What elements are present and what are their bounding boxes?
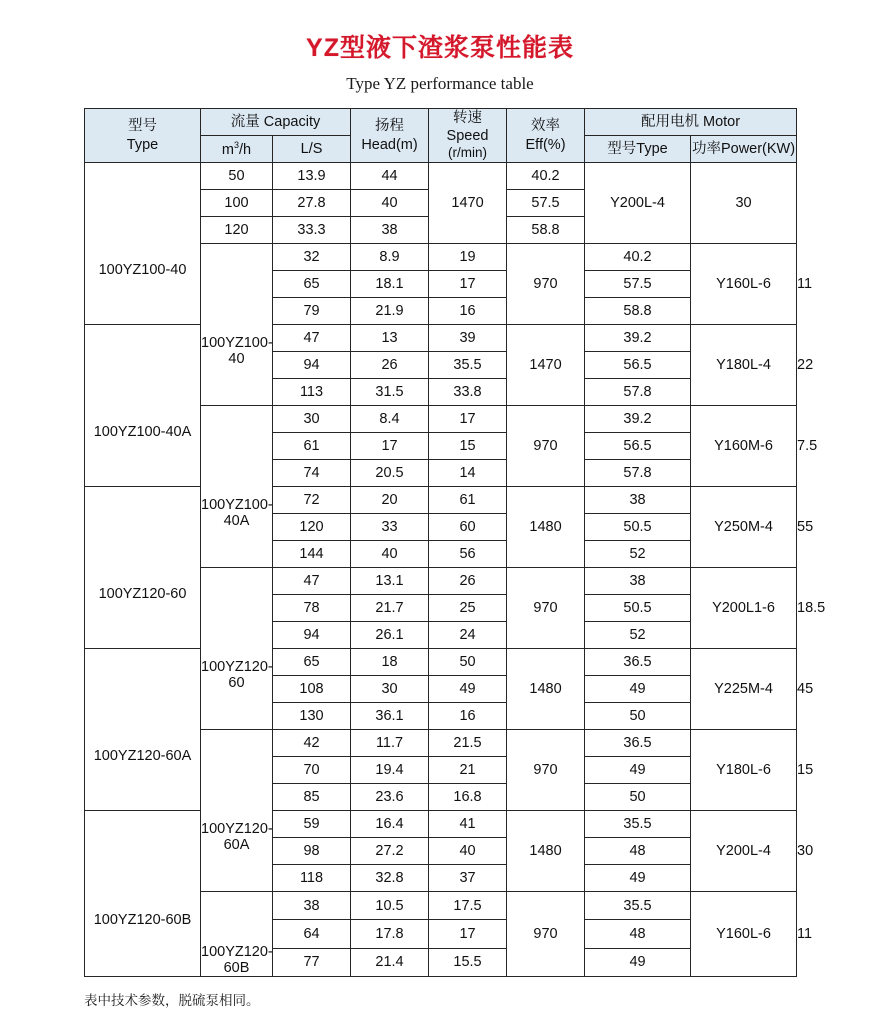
cell-ls: 30	[351, 676, 429, 703]
header-efficiency	[507, 109, 585, 163]
cell-head: 17.5	[429, 892, 507, 920]
cell-head: 15.5	[429, 948, 507, 976]
cell-efficiency: 49	[585, 865, 691, 892]
cell-ls: 33.3	[273, 217, 351, 244]
cell-m3h: 61	[273, 433, 351, 460]
cell-speed: 970	[507, 568, 585, 649]
cell-ls: 11.7	[351, 730, 429, 757]
table-row: 100YZ100-40A 47 13 39 1470 39.2 Y180L-4 22	[85, 325, 797, 352]
cell-head: 14	[429, 460, 507, 487]
header-capacity: 流量 Capacity	[201, 109, 351, 136]
cell-pump-type: 100YZ100-40A	[201, 406, 273, 568]
cell-m3h: 32	[273, 244, 351, 271]
cell-ls: 32.8	[351, 865, 429, 892]
cell-m3h: 74	[273, 460, 351, 487]
cell-head: 44	[351, 163, 429, 190]
cell-m3h: 70	[273, 757, 351, 784]
cell-ls: 26.1	[351, 622, 429, 649]
cell-m3h: 64	[273, 920, 351, 948]
cell-ls: 13.9	[273, 163, 351, 190]
cell-m3h: 38	[273, 892, 351, 920]
cell-head: 16.8	[429, 784, 507, 811]
header-type-line2: Type	[126, 136, 159, 153]
cell-head: 17	[429, 920, 507, 948]
cell-m3h: 118	[273, 865, 351, 892]
cell-ls: 17.8	[351, 920, 429, 948]
cell-ls: 21.4	[351, 948, 429, 976]
cell-efficiency: 38	[585, 487, 691, 514]
cell-efficiency: 49	[585, 676, 691, 703]
table-row	[85, 163, 797, 190]
header-motor-power: 功率Power(KW)	[691, 136, 797, 163]
cell-ls: 18.1	[351, 271, 429, 298]
cell-motor-type: Y200L1-6	[691, 568, 797, 649]
header-speed-line1: 转速	[453, 110, 483, 126]
cell-speed: 970	[507, 730, 585, 811]
table-row: 100YZ120-60 47 13.1 26 970 38 Y200L1-6 18.5	[85, 568, 797, 595]
header-eff-line1: 效率	[531, 118, 561, 135]
cell-motor-type: Y200L-4	[585, 163, 691, 244]
cell-head: 15	[429, 433, 507, 460]
cell-motor-type: Y225M-4	[691, 649, 797, 730]
cell-efficiency: 57.8	[585, 379, 691, 406]
cell-ls: 13.1	[351, 568, 429, 595]
cell-efficiency: 57.5	[507, 190, 585, 217]
cell-head: 24	[429, 622, 507, 649]
cell-pump-type: 100YZ120-60A	[85, 649, 201, 811]
cell-m3h: 50	[201, 163, 273, 190]
cell-m3h: 30	[273, 406, 351, 433]
cell-ls: 27.8	[273, 190, 351, 217]
header-speed-line2: Speed	[446, 128, 489, 145]
cell-head: 21	[429, 757, 507, 784]
header-head	[351, 109, 429, 163]
header-eff-line2: Eff(%)	[525, 136, 566, 153]
table-row: 100YZ120-60B 59 16.4 41 1480 35.5 Y200L-4 30	[85, 811, 797, 838]
cell-m3h: 79	[273, 298, 351, 325]
cell-head: 56	[429, 541, 507, 568]
cell-motor-type: Y180L-4	[691, 325, 797, 406]
cell-efficiency: 38	[585, 568, 691, 595]
cell-ls: 13	[351, 325, 429, 352]
cell-efficiency: 36.5	[585, 649, 691, 676]
cell-m3h: 94	[273, 622, 351, 649]
cell-motor-type: Y160L-6	[691, 244, 797, 325]
cell-pump-type: 100YZ120-60A	[201, 730, 273, 892]
cell-speed: 970	[507, 244, 585, 325]
cell-ls: 17	[351, 433, 429, 460]
cell-head: 49	[429, 676, 507, 703]
cell-pump-type: 100YZ120-60B	[85, 811, 201, 977]
cell-m3h: 65	[273, 649, 351, 676]
cell-efficiency: 39.2	[585, 406, 691, 433]
cell-efficiency: 40.2	[585, 244, 691, 271]
cell-m3h: 113	[273, 379, 351, 406]
table-row: 100YZ120-60A 65 18 50 1480 36.5 Y225M-4 45	[85, 649, 797, 676]
cell-ls: 21.9	[351, 298, 429, 325]
cell-ls: 33	[351, 514, 429, 541]
cell-ls: 21.7	[351, 595, 429, 622]
cell-head: 33.8	[429, 379, 507, 406]
table-row: 100YZ120-60 72 20 61 1480 38 Y250M-4 55	[85, 487, 797, 514]
cell-ls: 8.4	[351, 406, 429, 433]
performance-table	[84, 108, 826, 977]
cell-head: 16	[429, 298, 507, 325]
table-row: 100YZ100-40A 30 8.4 17 970 39.2 Y160M-6 7.5	[85, 406, 797, 433]
cell-efficiency: 50	[585, 703, 691, 730]
footnote: 表中技术参数，脱硫泵相同。	[84, 993, 260, 1009]
cell-ls: 40	[351, 541, 429, 568]
header-motor-type: 型号Type	[585, 136, 691, 163]
cell-motor-power: 30	[691, 163, 797, 244]
cell-efficiency: 48	[585, 920, 691, 948]
cell-m3h: 47	[273, 568, 351, 595]
header-head-line2: Head(m)	[361, 136, 418, 153]
cell-m3h: 144	[273, 541, 351, 568]
cell-efficiency: 52	[585, 541, 691, 568]
cell-efficiency: 40.2	[507, 163, 585, 190]
cell-ls: 18	[351, 649, 429, 676]
cell-ls: 31.5	[351, 379, 429, 406]
cell-efficiency: 49	[585, 757, 691, 784]
cell-efficiency: 58.8	[585, 298, 691, 325]
cell-m3h: 78	[273, 595, 351, 622]
cell-efficiency: 35.5	[585, 892, 691, 920]
cell-efficiency: 57.8	[585, 460, 691, 487]
cell-efficiency: 50.5	[585, 595, 691, 622]
header-row-1	[85, 109, 797, 136]
cell-head: 41	[429, 811, 507, 838]
cell-m3h: 120	[273, 514, 351, 541]
cell-motor-type: Y250M-4	[691, 487, 797, 568]
cell-pump-type: 100YZ120-60B	[201, 892, 273, 977]
cell-m3h: 120	[201, 217, 273, 244]
cell-head: 39	[429, 325, 507, 352]
cell-ls: 36.1	[351, 703, 429, 730]
cell-ls: 20	[351, 487, 429, 514]
cell-m3h: 94	[273, 352, 351, 379]
cell-pump-type: 100YZ100-40	[85, 163, 201, 325]
header-capacity-ls: L/S	[273, 136, 351, 163]
cell-efficiency: 56.5	[585, 433, 691, 460]
cell-motor-type: Y160M-6	[691, 406, 797, 487]
cell-pump-type: 100YZ120-60	[85, 487, 201, 649]
cell-head: 25	[429, 595, 507, 622]
cell-ls: 20.5	[351, 460, 429, 487]
cell-pump-type: 100YZ100-40A	[85, 325, 201, 487]
cell-motor-type: Y200L-4	[691, 811, 797, 892]
cell-head: 61	[429, 487, 507, 514]
cell-head: 37	[429, 865, 507, 892]
header-type-line1: 型号	[128, 118, 157, 135]
cell-head: 40	[429, 838, 507, 865]
table-body	[85, 163, 826, 977]
cell-efficiency: 50.5	[585, 514, 691, 541]
cell-ls: 27.2	[351, 838, 429, 865]
cell-pump-type: 100YZ120-60	[201, 568, 273, 730]
cell-head: 21.5	[429, 730, 507, 757]
cell-m3h: 130	[273, 703, 351, 730]
table-row: 100YZ120-60A 42 11.7 21.5 970 36.5 Y180L-6 15	[85, 730, 797, 757]
cell-head: 17	[429, 271, 507, 298]
table-row: 100YZ100-40 32 8.9 19 970 40.2 Y160L-6 11	[85, 244, 797, 271]
table-row: 100YZ120-60B 38 10.5 17.5 970 35.5 Y160L-6 11	[85, 892, 797, 920]
cell-efficiency: 56.5	[585, 352, 691, 379]
cell-m3h: 108	[273, 676, 351, 703]
cell-ls: 8.9	[351, 244, 429, 271]
cell-speed: 1480	[507, 487, 585, 568]
cell-head: 19	[429, 244, 507, 271]
header-speed	[429, 109, 507, 163]
cell-efficiency: 58.8	[507, 217, 585, 244]
table-head	[85, 109, 797, 163]
cell-efficiency: 35.5	[585, 811, 691, 838]
cell-m3h: 47	[273, 325, 351, 352]
cell-speed: 1470	[429, 163, 507, 244]
cell-ls: 23.6	[351, 784, 429, 811]
cell-speed: 1480	[507, 811, 585, 892]
header-motor: 配用电机 Motor	[585, 109, 797, 136]
cell-ls: 16.4	[351, 811, 429, 838]
cell-motor-type: Y180L-6	[691, 730, 797, 811]
cell-head: 17	[429, 406, 507, 433]
cell-head: 60	[429, 514, 507, 541]
cell-ls: 10.5	[351, 892, 429, 920]
page-title-en: Type YZ performance table	[346, 74, 534, 93]
cell-head: 26	[429, 568, 507, 595]
cell-speed: 1470	[507, 325, 585, 406]
cell-m3h: 100	[201, 190, 273, 217]
cell-m3h: 42	[273, 730, 351, 757]
header-speed-line3: (r/min)	[448, 145, 488, 161]
cell-m3h: 77	[273, 948, 351, 976]
cell-head: 16	[429, 703, 507, 730]
cell-efficiency: 57.5	[585, 271, 691, 298]
cell-m3h: 85	[273, 784, 351, 811]
page-title-cn: YZ型液下渣浆泵性能表	[306, 34, 574, 62]
cell-m3h: 98	[273, 838, 351, 865]
cell-head: 38	[351, 217, 429, 244]
header-capacity-m3h: $m^3/h$	[201, 136, 273, 163]
cell-efficiency: 50	[585, 784, 691, 811]
cell-m3h: 72	[273, 487, 351, 514]
header-head-line1: 扬程	[375, 118, 405, 135]
cell-efficiency: 39.2	[585, 325, 691, 352]
cell-head: 35.5	[429, 352, 507, 379]
cell-speed: 970	[507, 406, 585, 487]
cell-efficiency: 52	[585, 622, 691, 649]
cell-m3h: 65	[273, 271, 351, 298]
cell-head: 50	[429, 649, 507, 676]
cell-efficiency: 48	[585, 838, 691, 865]
cell-speed: 1480	[507, 649, 585, 730]
cell-m3h: 59	[273, 811, 351, 838]
cell-efficiency: 36.5	[585, 730, 691, 757]
header-type	[85, 109, 201, 163]
cell-ls: 26	[351, 352, 429, 379]
cell-efficiency: 49	[585, 948, 691, 976]
cell-motor-type: Y160L-6	[691, 892, 797, 977]
cell-pump-type: 100YZ100-40	[201, 244, 273, 406]
cell-head: 40	[351, 190, 429, 217]
cell-speed: 970	[507, 892, 585, 977]
cell-ls: 19.4	[351, 757, 429, 784]
